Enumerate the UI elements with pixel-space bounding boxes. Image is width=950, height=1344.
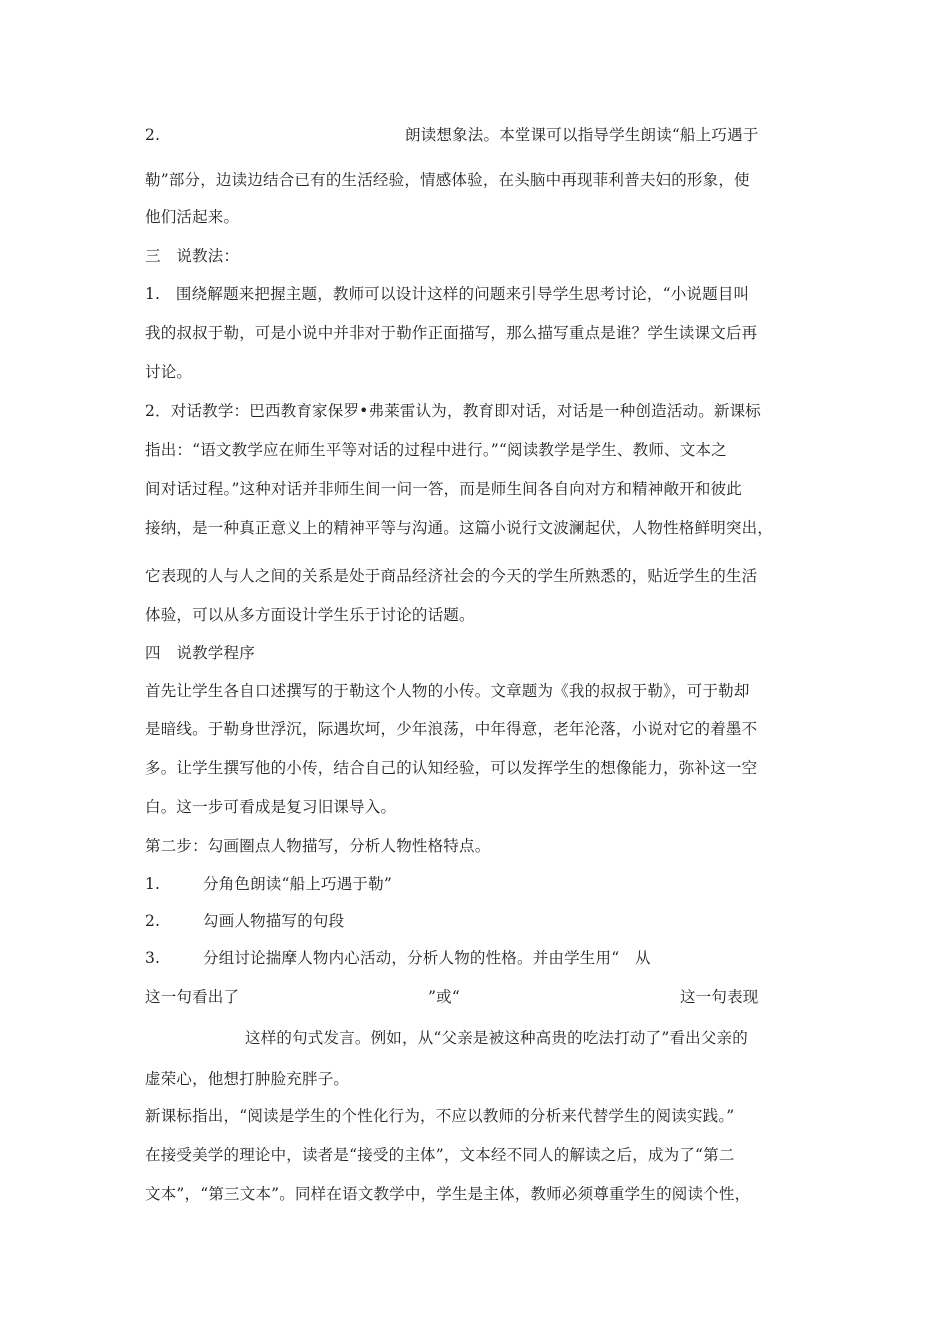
- paragraph-line: 我的叔叔于勒，可是小说中并非对于勒作正面描写，那么描写重点是谁？学生读课文后再: [145, 324, 758, 342]
- list-item-text: 分角色朗读“船上巧遇于勒”: [203, 875, 392, 893]
- paragraph-line: 他们活起来。: [145, 208, 240, 226]
- list-number: 2.: [145, 126, 161, 144]
- paragraph-line: 指出：“语文教学应在师生平等对话的过程中进行。”“阅读教学是学生、教师、文本之: [145, 441, 727, 459]
- paragraph-line: 接纳，是一种真正意义上的精神平等与沟通。这篇小说行文波澜起伏，人物性格鲜明突出，: [145, 519, 774, 537]
- paragraph-line: 新课标指出，“阅读是学生的个性化行为，不应以教师的分析来代替学生的阅读实践。”: [145, 1107, 735, 1125]
- paragraph-line: 它表现的人与人之间的关系是处于商品经济社会的今天的学生所熟悉的，贴近学生的生活: [145, 567, 758, 585]
- paragraph-line: ”或“: [428, 988, 460, 1006]
- paragraph-line: 是暗线。于勒身世浮沉，际遇坎坷，少年浪荡，中年得意，老年沦落，小说对它的着墨不: [145, 720, 758, 738]
- list-number: 3.: [145, 949, 161, 967]
- paragraph-line: 文本”，“第三文本”。同样在语文教学中，学生是主体，教师必须尊重学生的阅读个性，: [145, 1185, 751, 1203]
- paragraph-line: 在接受美学的理论中，读者是“接受的主体”，文本经不同人的解读之后，成为了“第二: [145, 1146, 735, 1164]
- paragraph-line: 虚荣心，他想打肿脸充胖子。: [145, 1070, 350, 1088]
- paragraph-line: 勒”部分，边读边结合已有的生活经验，情感体验，在头脑中再现菲利普夫妇的形象，使: [145, 171, 750, 189]
- paragraph-line: 间对话过程。”这种对话并非师生间一问一答，而是师生间各自向对方和精神敞开和彼此: [145, 480, 742, 498]
- list-item-text: 分组讨论揣摩人物内心活动，分析人物的性格。并由学生用“ 从: [203, 949, 651, 967]
- paragraph-line: 体验，可以从多方面设计学生乐于讨论的话题。: [145, 606, 475, 624]
- paragraph-line: 白。这一步可看成是复习旧课导入。: [145, 798, 397, 816]
- list-item-text: 勾画人物描写的句段: [203, 912, 345, 930]
- paragraph-line: 第二步：勾画圈点人物描写，分析人物性格特点。: [145, 837, 491, 855]
- section-heading: 三 说教法：: [145, 247, 240, 265]
- paragraph-line: 朗读想象法。本堂课可以指导学生朗读“船上巧遇于: [405, 126, 759, 144]
- paragraph-line: 讨论。: [145, 363, 193, 381]
- paragraph-line: 这样的句式发言。例如，从“父亲是被这种高贵的吃法打动了”看出父亲的: [245, 1029, 748, 1047]
- paragraph-line: 这一句表现: [680, 988, 759, 1006]
- paragraph-line: 这一句看出了: [145, 988, 240, 1006]
- list-number: 2.: [145, 912, 161, 930]
- paragraph-line: 2．对话教学：巴西教育家保罗•弗莱雷认为，教育即对话，对话是一种创造活动。新课标: [145, 402, 762, 420]
- section-heading: 四 说教学程序: [145, 644, 255, 662]
- paragraph-line: 首先让学生各自口述撰写的于勒这个人物的小传。文章题为《我的叔叔于勒》，可于勒却: [145, 682, 750, 700]
- list-number: 1.: [145, 875, 161, 893]
- paragraph-line: 1. 围绕解题来把握主题，教师可以设计这样的问题来引导学生思考讨论，“小说题目叫: [145, 285, 750, 303]
- paragraph-line: 多。让学生撰写他的小传，结合自己的认知经验，可以发挥学生的想像能力，弥补这一空: [145, 759, 758, 777]
